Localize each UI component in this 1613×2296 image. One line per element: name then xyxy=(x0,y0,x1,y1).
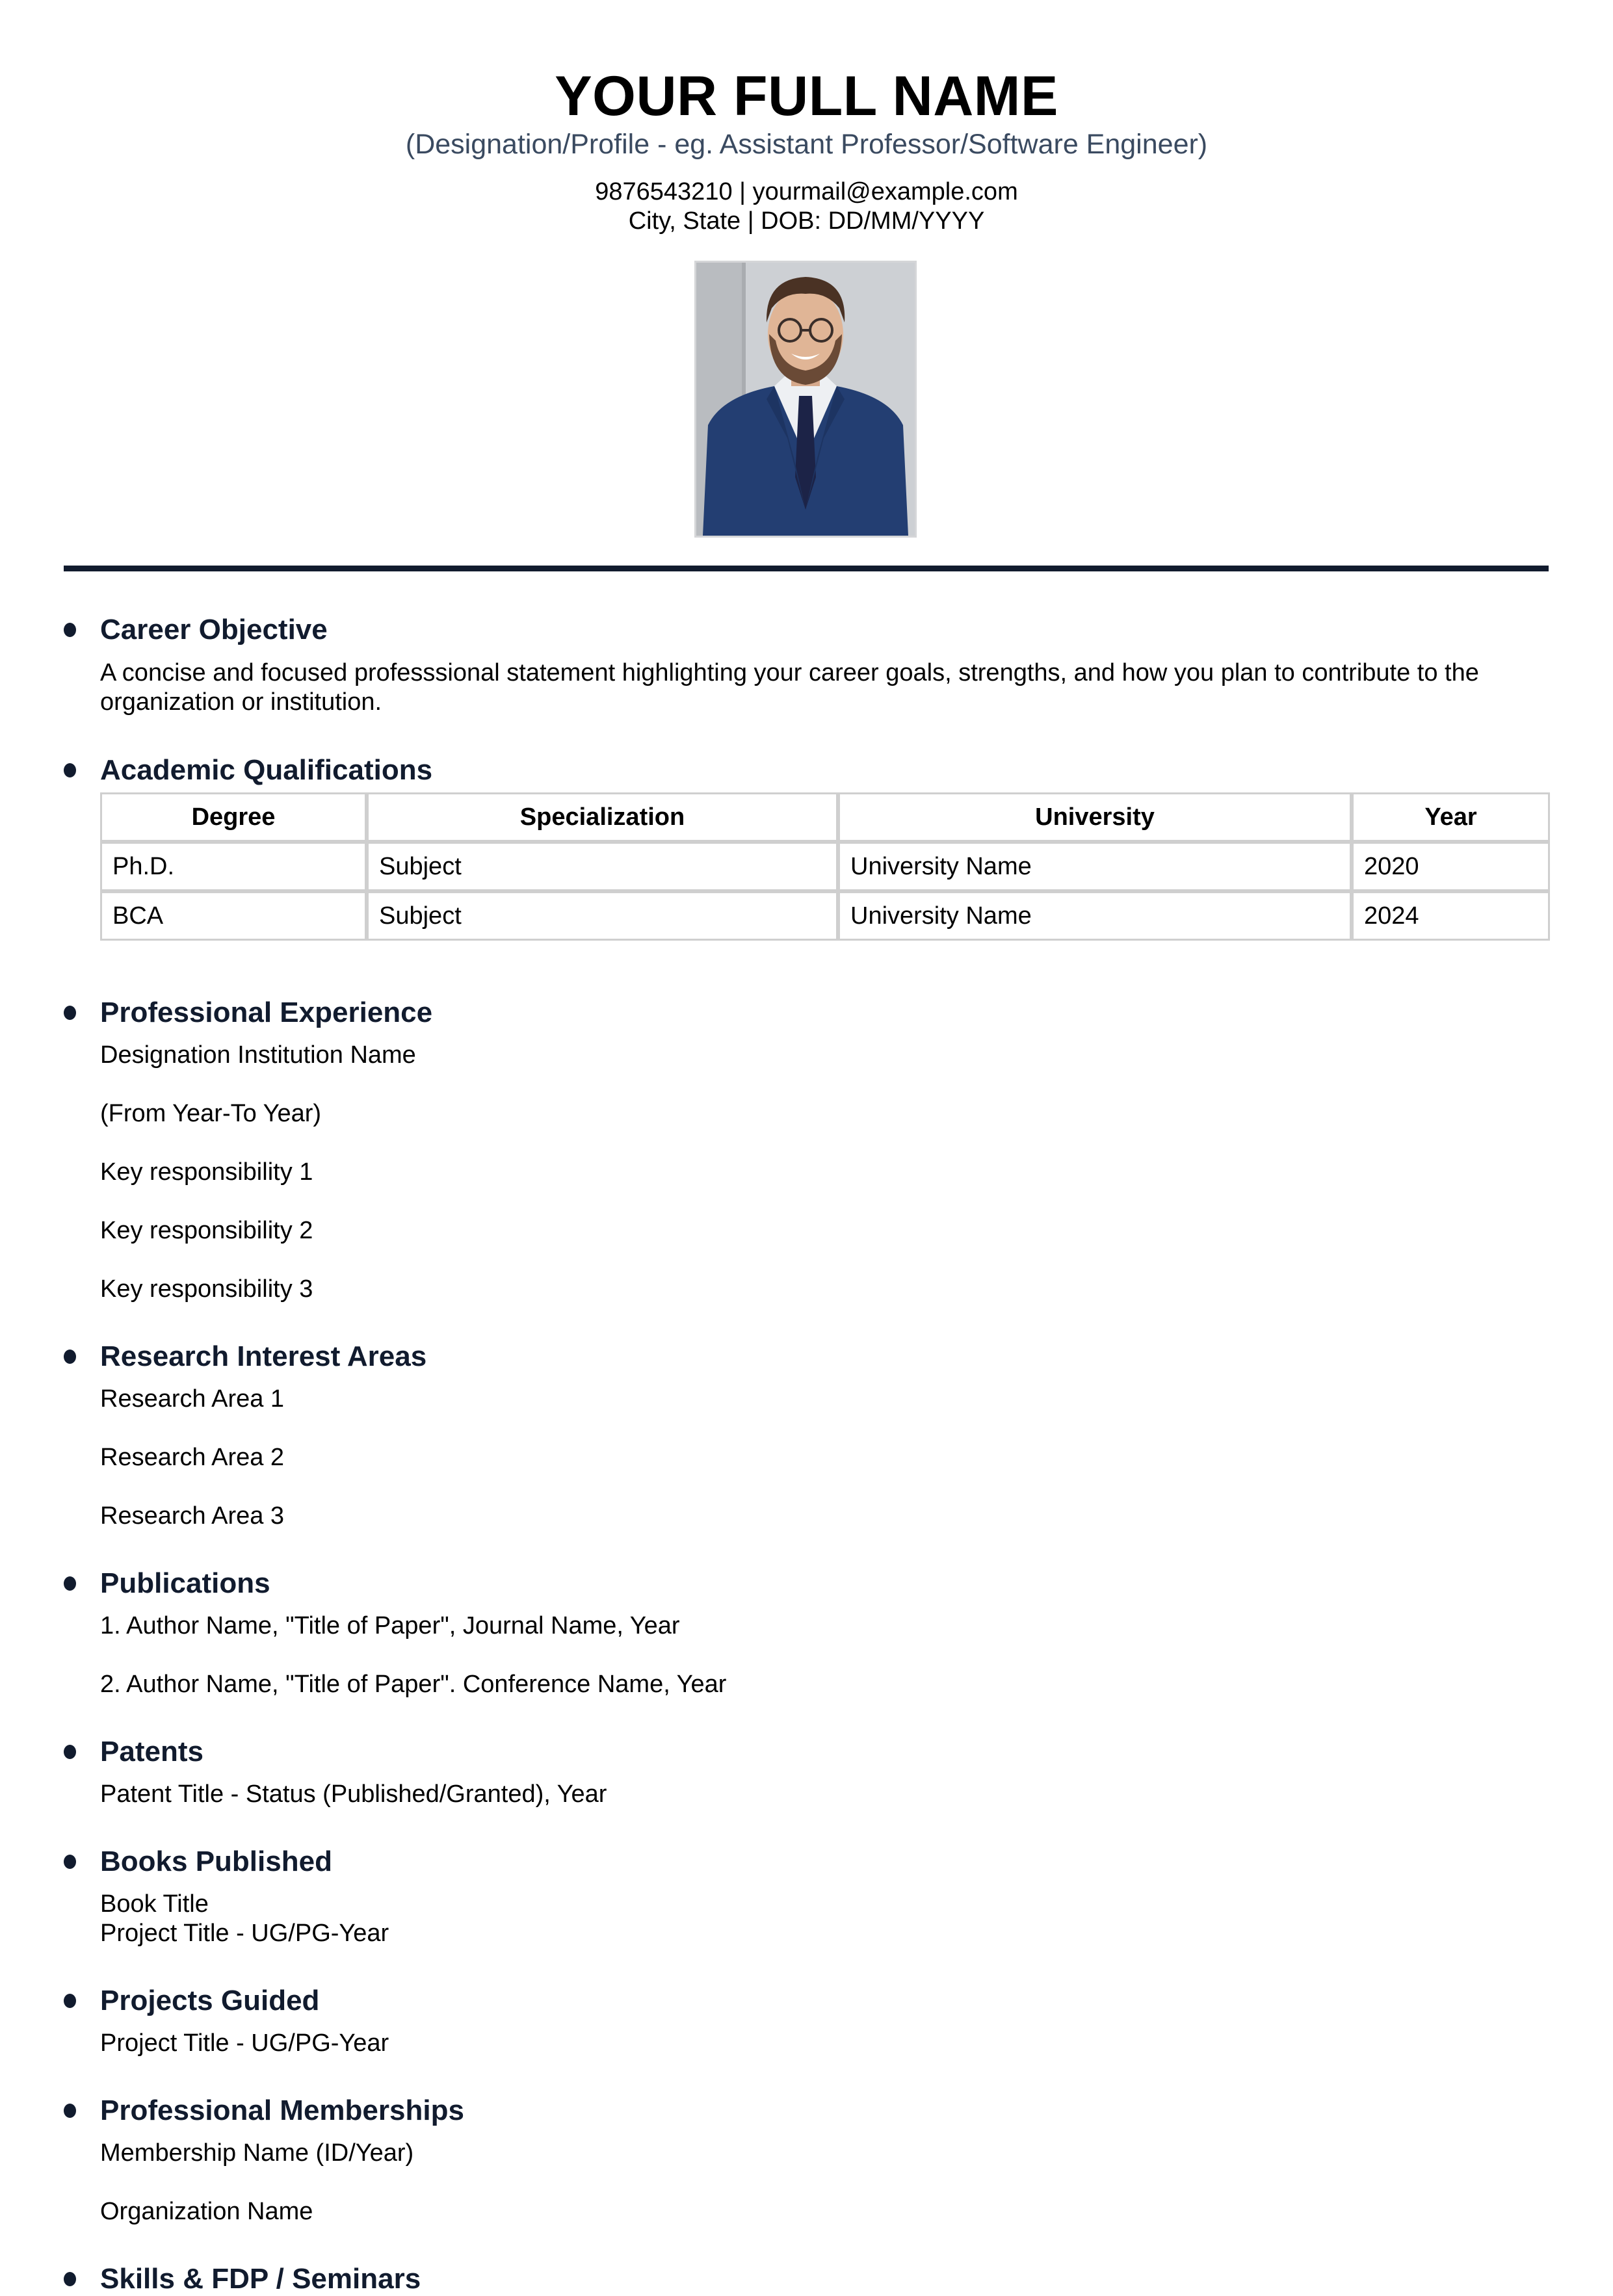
cell-degree: BCA xyxy=(100,891,367,941)
column-header-year: Year xyxy=(1352,792,1550,842)
cell-university: University Name xyxy=(838,891,1352,941)
bullet-icon xyxy=(64,1006,76,1020)
section-heading-books: Books Published xyxy=(100,1846,332,1877)
table-row xyxy=(100,842,1550,891)
column-header-specialization: Specialization xyxy=(367,792,838,842)
research-item: Research Area 3 xyxy=(100,1502,285,1530)
cell-degree: Ph.D. xyxy=(100,842,367,891)
profile-photo xyxy=(694,261,917,538)
bullet-icon xyxy=(64,1745,76,1759)
project-item: Project Title - UG/PG-Year xyxy=(100,2029,389,2057)
career-objective-text: A concise and focused professsional statement highlighting your career goals, strengths, and how you plan to contribute to the organization or institution. xyxy=(100,659,1479,716)
academic-qualifications-table xyxy=(100,792,1550,941)
cell-year: 2024 xyxy=(1352,891,1550,941)
bullet-icon xyxy=(64,2104,76,2118)
experience-item: Key responsibility 1 xyxy=(100,1158,313,1186)
section-heading-experience: Professional Experience xyxy=(100,997,433,1028)
cell-year: 2020 xyxy=(1352,842,1550,891)
contact-line: 9876543210 | yourmail@example.com xyxy=(595,178,1018,205)
cell-specialization: Subject xyxy=(367,891,838,941)
bullet-icon xyxy=(64,2272,76,2286)
section-heading-patents: Patents xyxy=(100,1736,203,1768)
research-item: Research Area 1 xyxy=(100,1385,285,1413)
book-item: Book Title xyxy=(100,1890,209,1918)
bullet-icon xyxy=(64,623,76,637)
column-header-university: University xyxy=(838,792,1352,842)
experience-item: Designation Institution Name xyxy=(100,1041,416,1069)
header-divider xyxy=(64,566,1549,571)
cell-specialization: Subject xyxy=(367,842,838,891)
section-heading-research: Research Interest Areas xyxy=(100,1340,427,1372)
bullet-icon xyxy=(64,1576,76,1591)
section-heading-career-objective: Career Objective xyxy=(100,614,328,646)
location-line: City, State | DOB: DD/MM/YYYY xyxy=(628,207,985,235)
bullet-icon xyxy=(64,763,76,777)
bullet-icon xyxy=(64,1994,76,2008)
cell-university: University Name xyxy=(838,842,1352,891)
full-name: YOUR FULL NAME xyxy=(555,65,1058,127)
section-heading-publications: Publications xyxy=(100,1567,270,1599)
table-header-row xyxy=(100,792,1550,842)
designation: (Designation/Profile - eg. Assistant Professor/Software Engineer) xyxy=(405,129,1208,160)
membership-item: Membership Name (ID/Year) xyxy=(100,2139,414,2167)
experience-item: (From Year-To Year) xyxy=(100,1100,322,1127)
table-row xyxy=(100,891,1550,941)
research-item: Research Area 2 xyxy=(100,1444,285,1471)
book-item: Project Title - UG/PG-Year xyxy=(100,1920,389,1947)
publication-item: 2. Author Name, "Title of Paper". Conference Name, Year xyxy=(100,1671,727,1698)
bullet-icon xyxy=(64,1855,76,1869)
membership-item: Organization Name xyxy=(100,2198,313,2225)
section-heading-memberships: Professional Memberships xyxy=(100,2094,464,2126)
experience-item: Key responsibility 2 xyxy=(100,1217,313,1244)
profile-photo-illustration xyxy=(696,263,915,536)
experience-item: Key responsibility 3 xyxy=(100,1275,313,1303)
section-heading-skills: Skills & FDP / Seminars xyxy=(100,2263,421,2295)
column-header-degree: Degree xyxy=(100,792,367,842)
section-heading-projects: Projects Guided xyxy=(100,1985,320,2016)
bullet-icon xyxy=(64,1350,76,1364)
publication-item: 1. Author Name, "Title of Paper", Journal Name, Year xyxy=(100,1612,680,1639)
patent-item: Patent Title - Status (Published/Granted), Year xyxy=(100,1781,607,1808)
section-heading-academic: Academic Qualifications xyxy=(100,754,433,786)
